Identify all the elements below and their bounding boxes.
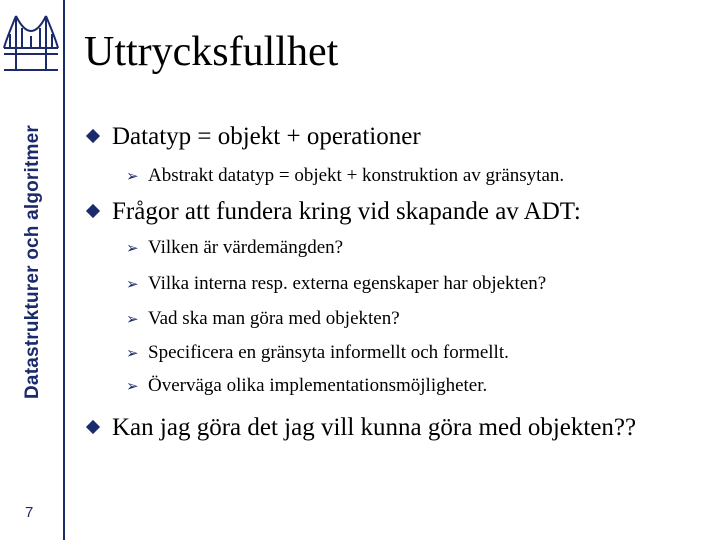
course-title: Datastrukturer och algoritmer [22,125,43,399]
sub-bullet-text: Vilka interna resp. externa egenskaper har objekten? [148,273,547,294]
diamond-bullet-icon [86,420,100,434]
arrow-bullet-icon: ➢ [126,275,139,293]
sidebar-divider [63,0,65,540]
diamond-bullet-icon [86,129,100,143]
arrow-bullet-icon: ➢ [126,377,139,395]
sidebar [0,0,64,540]
bullet-item [84,198,581,226]
sub-bullet-item [126,165,564,187]
arrow-bullet-icon: ➢ [126,167,139,185]
bullet-item [84,414,636,442]
bullet-text: Datatyp = objekt + operationer [112,123,421,150]
sub-bullet-text: Specificera en gränsyta informellt och formellt. [148,342,509,363]
sub-bullet-text: Överväga olika implementationsmöjligheter. [148,375,488,396]
sub-bullet-item [126,375,487,397]
bullet-text: Kan jag göra det jag vill kunna göra med objekten?? [112,414,637,441]
sub-bullet-text: Vad ska man göra med objekten? [148,308,400,329]
sub-bullet-text: Vilken är värdemängden? [148,237,344,258]
arrow-bullet-icon: ➢ [126,310,139,328]
page-number: 7 [25,504,34,521]
sub-bullet-text: Abstrakt datatyp = objekt + konstruktion av gränsytan. [148,165,565,186]
diamond-bullet-icon [86,204,100,218]
bullet-text: Frågor att fundera kring vid skapande av ADT: [112,198,581,225]
sub-bullet-item [126,273,546,295]
sub-bullet-item [126,237,343,259]
arrow-bullet-icon: ➢ [126,239,139,257]
bridge-logo-icon [2,10,60,76]
bullet-item [84,123,421,151]
arrow-bullet-icon: ➢ [126,344,139,362]
slide-title: Uttrycksfullhet [84,29,339,75]
sub-bullet-item [126,342,509,364]
sub-bullet-item [126,308,400,330]
